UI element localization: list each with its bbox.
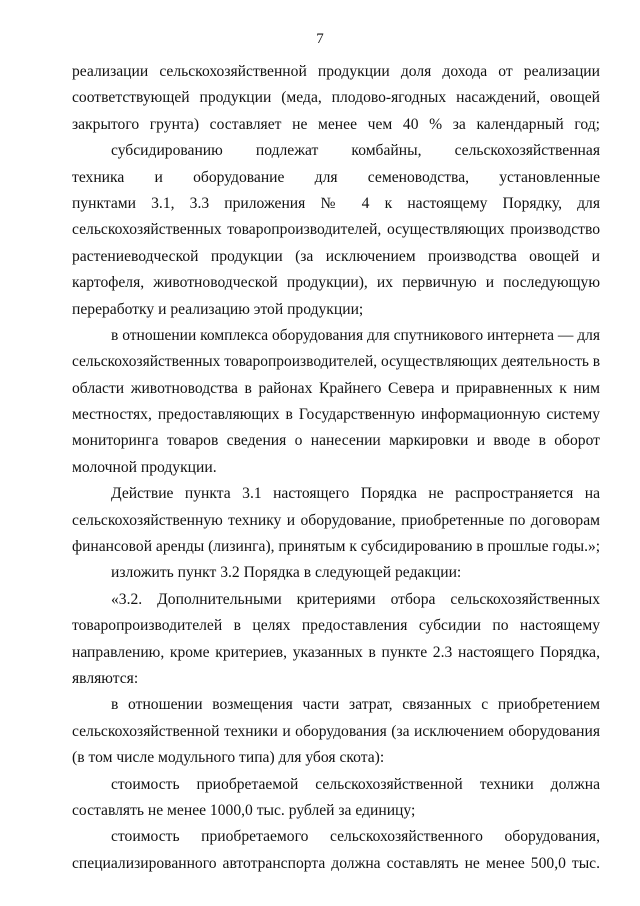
text-line: изложить пункт 3.2 Порядка в следующей редакции: <box>111 564 462 582</box>
text-line: пунктами 3.1, 3.3 приложения № 4 к настоящему Порядку, для <box>72 194 600 212</box>
text-line: техника и оборудование для семеноводства, установленные <box>72 168 600 186</box>
text-line: области животноводства в районах Крайнего Севера и приравненных к ним <box>72 379 600 397</box>
text-line: местностях, предоставляющих в Государственную информационную систему <box>72 406 600 424</box>
text-line: являются: <box>72 669 139 687</box>
text-line: субсидированию подлежат комбайны, сельскохозяйственная <box>111 142 600 160</box>
text-line: специализированного автотранспорта должна составлять не менее 500,0 тыс. <box>72 854 600 872</box>
text-line: стоимость приобретаемой сельскохозяйственной техники должна <box>111 775 600 793</box>
text-line: «3.2. Дополнительными критериями отбора сельскохозяйственных <box>111 590 600 608</box>
text-line: товаропроизводителей в целях предоставления субсидии по настоящему <box>72 617 600 635</box>
text-line: стоимость приобретаемого сельскохозяйственного оборудования, <box>111 828 600 846</box>
text-line: (в том числе модульного типа) для убоя скота): <box>72 749 385 767</box>
text-line: реализации сельскохозяйственной продукции доля дохода от реализации <box>72 63 600 80</box>
text-line: направлению, кроме критериев, указанных в пункте 2.3 настоящего Порядка, <box>72 643 600 661</box>
page-number: 7 <box>316 31 324 47</box>
text-line: в отношении возмещения части затрат, связанных с приобретением <box>111 696 600 714</box>
text-line: соответствующей продукции (меда, плодово-ягодных насаждений, овощей <box>72 89 600 107</box>
document-body <box>72 59 600 877</box>
text-line: финансовой аренды (лизинга), принятым к субсидированию в прошлые годы.»; <box>72 538 601 556</box>
text-line: сельскохозяйственной техники и оборудования (за исключением оборудования <box>72 722 600 740</box>
text-line: растениеводческой продукции (за исключением производства овощей и <box>72 247 600 265</box>
text-line: составлять не менее 1000,0 тыс. рублей за единицу; <box>72 801 416 819</box>
text-line: сельскохозяйственных товаропроизводителей, осуществляющих производство <box>72 221 600 239</box>
text-line: сельскохозяйственную технику и оборудование, приобретенные по договорам <box>72 511 600 529</box>
text-line: сельскохозяйственных товаропроизводителей, осуществляющих деятельность в <box>72 353 601 371</box>
text-line: Действие пункта 3.1 настоящего Порядка не распространяется на <box>111 485 600 503</box>
text-line: молочной продукции. <box>72 458 217 476</box>
text-line: переработку и реализацию этой продукции; <box>72 300 364 318</box>
text-line: закрытого грунта) составляет не менее чем 40 % за календарный год; <box>72 115 600 133</box>
text-line: в отношении комплекса оборудования для спутникового интернета — для <box>111 326 600 344</box>
text-line: мониторинга товаров сведения о нанесении маркировки и вводе в оборот <box>72 432 600 450</box>
text-line: картофеля, животноводческой продукции), их первичную и последующую <box>72 274 600 292</box>
